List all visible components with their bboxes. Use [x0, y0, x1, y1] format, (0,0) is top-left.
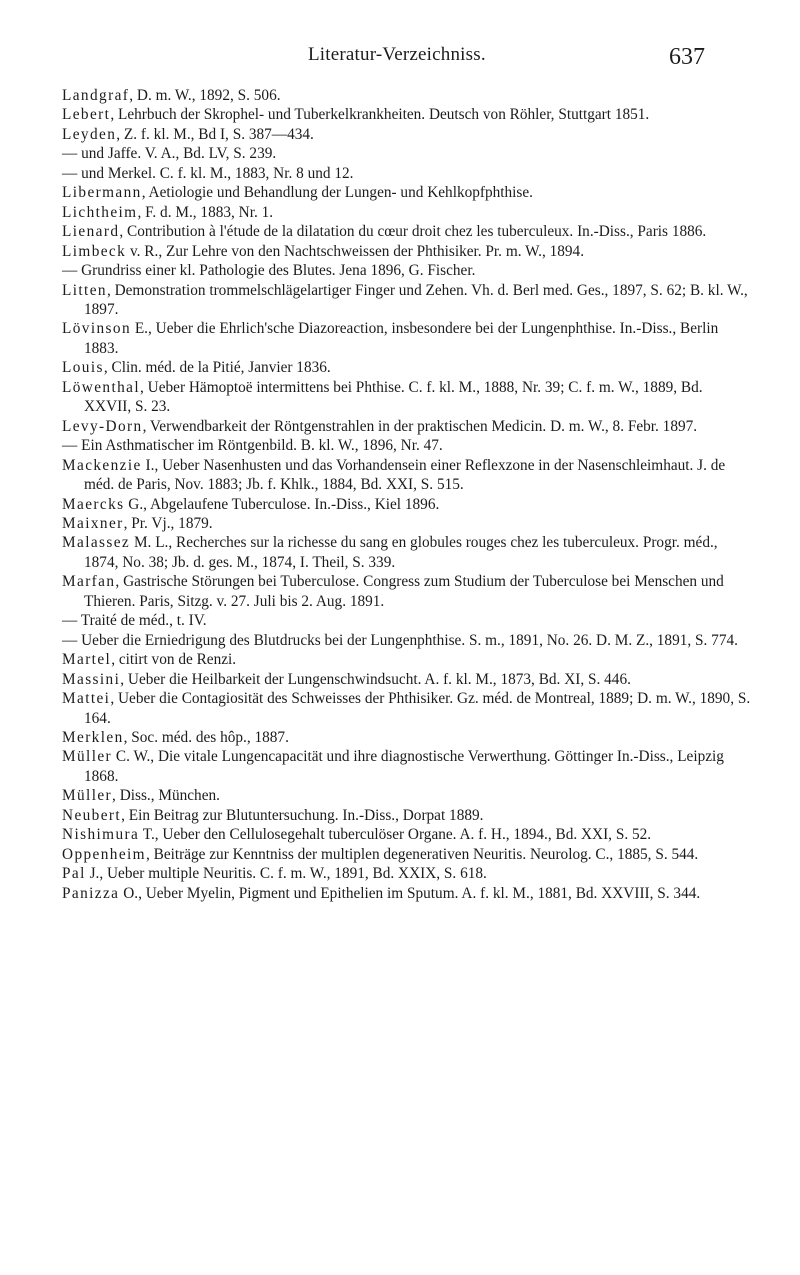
- entry-text: , Verwendbarkeit der Röntgenstrahlen in der praktischen Medicin. D. m. W., 8. Febr. 1897.: [142, 417, 698, 435]
- bibliography-entry: [62, 495, 752, 514]
- entry-text: , F. d. M., 1883, Nr. 1.: [137, 203, 274, 221]
- bibliography-entry: [62, 183, 752, 202]
- bibliography-entry: [62, 125, 752, 144]
- bibliography-entry: [62, 105, 752, 124]
- bibliography-entry: [62, 144, 752, 163]
- entry-text: J., Ueber multiple Neuritis. C. f. m. W., 1891, Bd. XXIX, S. 618.: [85, 865, 487, 883]
- entry-author: Lebert: [62, 106, 111, 124]
- entry-text: , Demonstration trommelschlägelartiger Finger und Zehen. Vh. d. Berl med. Ges., 1897, S. 62; B. kl. W., 1897.: [84, 281, 748, 318]
- entry-author: Lienard: [62, 223, 120, 241]
- bibliography-entry: [62, 86, 752, 105]
- entry-author: Landgraf: [62, 87, 130, 104]
- entry-text: T., Ueber den Cellulosegehalt tuberculöser Organe. A. f. H., 1894., Bd. XXI, S. 52.: [139, 826, 652, 844]
- entry-author: Mackenzie: [62, 456, 142, 474]
- bibliography-entry: [62, 689, 752, 728]
- entry-text: G., Abgelaufene Tuberculose. In.-Diss., Kiel 1896.: [124, 495, 440, 513]
- entry-text: — und Jaffe. V. A., Bd. LV, S. 239.: [62, 145, 277, 163]
- bibliography-entry: [62, 806, 752, 825]
- bibliography-entry: [62, 572, 752, 611]
- entry-author: Marfan: [62, 573, 116, 591]
- bibliography-entry: [62, 222, 752, 241]
- entry-text: , Diss., München.: [112, 787, 220, 805]
- entry-text: v. R., Zur Lehre von den Nachtschweissen der Phthisiker. Pr. m. W., 1894.: [126, 242, 585, 260]
- entry-text: E., Ueber die Ehrlich'sche Diazoreaction, insbesondere bei der Lungenphthise. In.-Diss., Berlin 1883.: [84, 320, 719, 357]
- entry-text: — und Merkel. C. f. kl. M., 1883, Nr. 8 und 12.: [62, 164, 354, 182]
- entry-author: Malassez: [62, 534, 131, 552]
- entry-text: , Ein Beitrag zur Blutuntersuchung. In.-Diss., Dorpat 1889.: [121, 806, 484, 824]
- bibliography-entry: [62, 378, 752, 417]
- bibliography-entry: [62, 261, 752, 280]
- bibliography-entry: [62, 514, 752, 533]
- bibliography-entry: [62, 864, 752, 883]
- entry-author: Mattei: [62, 690, 111, 708]
- entry-text: , Aetiologie und Behandlung der Lungen- und Kehlkopfphthise.: [141, 184, 533, 202]
- bibliography-entry: [62, 670, 752, 689]
- bibliography-entry: [62, 417, 752, 436]
- entry-author: Massini: [62, 670, 121, 688]
- bibliography-entry: [62, 728, 752, 747]
- entry-text: , Ueber Hämoptoë intermittens bei Phthise. C. f. kl. M., 1888, Nr. 39; C. f. m. W., 1889, Bd. XXVII, S. 23.: [84, 378, 703, 416]
- bibliography-entry: [62, 436, 752, 455]
- bibliography-entry: [62, 203, 752, 222]
- running-title: Literatur-Verzeichniss.: [308, 44, 486, 65]
- entry-text: , Soc. méd. des hôp., 1887.: [123, 728, 289, 746]
- bibliography-entry: [62, 845, 752, 864]
- entry-text: C. W., Die vitale Lungencapacität und ihre diagnostische Verwerthung. Göttinger In.-Diss., Leipzig 1868.: [84, 748, 724, 785]
- bibliography-entry: [62, 884, 752, 903]
- entry-author: Litten: [62, 281, 107, 299]
- page-number: 637: [669, 44, 705, 70]
- entry-author: Limbeck: [62, 242, 127, 260]
- bibliography-entry: [62, 358, 752, 377]
- entry-text: , Clin. méd. de la Pitié, Janvier 1836.: [103, 359, 331, 377]
- entry-text: , Ueber die Contagiosität des Schweisses der Phthisiker. Gz. méd. de Montreal, 1889; D. m. W., 1890, S. 164.: [84, 690, 751, 727]
- entry-text: , Beiträge zur Kenntniss der multiplen degenerativen Neuritis. Neurolog. C., 1885, S. 544.: [145, 845, 699, 863]
- entry-author: Louis: [62, 359, 104, 377]
- entry-author: Müller: [62, 748, 113, 766]
- entry-author: Oppenheim: [62, 845, 146, 863]
- entry-text: — Ein Asthmatischer im Röntgenbild. B. kl. W., 1896, Nr. 47.: [62, 437, 443, 455]
- entry-author: Leyden: [62, 125, 117, 143]
- entry-author: Maercks: [62, 495, 125, 513]
- bibliography-entry: [62, 650, 752, 669]
- entry-author: Panizza: [62, 884, 120, 902]
- bibliography-entry: [62, 281, 752, 320]
- entry-text: , Z. f. kl. M., Bd I, S. 387—434.: [116, 125, 314, 143]
- entry-author: Löwenthal: [62, 378, 141, 396]
- entry-text: , D. m. W., 1892, S. 506.: [129, 87, 281, 104]
- bibliography-entry: [62, 319, 752, 358]
- entry-author: Levy-Dorn: [62, 417, 143, 435]
- entry-text: O., Ueber Myelin, Pigment und Epithelien im Sputum. A. f. kl. M., 1881, Bd. XXVIII, S. 344.: [119, 884, 701, 902]
- entry-text: , Gastrische Störungen bei Tuberculose. Congress zum Studium der Tuberculose bei Menschen und Thieren. Paris, Sitzg. v. 27. Juli bis 2. Aug. 1891.: [84, 573, 724, 610]
- bibliography-entry: [62, 747, 752, 786]
- entry-text: , Lehrbuch der Skrophel- und Tuberkelkrankheiten. Deutsch von Röhler, Stuttgart 1851.: [110, 106, 650, 124]
- entry-text: , Ueber die Heilbarkeit der Lungenschwindsucht. A. f. kl. M., 1873, Bd. XI, S. 446.: [120, 670, 631, 688]
- entry-text: — Traité de méd., t. IV.: [62, 612, 207, 630]
- entry-author: Pal: [62, 865, 86, 883]
- entry-author: Müller: [62, 787, 113, 805]
- entry-text: — Ueber die Erniedrigung des Blutdrucks bei der Lungenphthise. S. m., 1891, No. 26. D. M. Z., 1891, S. 774.: [62, 631, 738, 649]
- bibliography-entry: [62, 164, 752, 183]
- bibliography-entry: [62, 242, 752, 261]
- entry-text: , Contribution à l'étude de la dilatation du cœur droit chez les tuberculeux. In.-Diss., Paris 1886.: [119, 223, 707, 241]
- entry-text: I., Ueber Nasenhusten und das Vorhandensein einer Reflexzone in der Nasenschleimhaut. J. de méd. de Paris, Nov. 1883; Jb. f. Khlk., 1884, Bd. XXI, S. 515.: [84, 456, 726, 494]
- entry-author: Lövinson: [62, 320, 131, 338]
- entry-text: — Grundriss einer kl. Pathologie des Blutes. Jena 1896, G. Fischer.: [62, 262, 476, 280]
- entry-author: Lichtheim: [62, 203, 138, 221]
- entry-author: Merklen: [62, 728, 124, 746]
- bibliography-entry: [62, 631, 752, 650]
- bibliography-entry: [62, 533, 752, 572]
- entry-text: M. L., Recherches sur la richesse du sang en globules rouges chez les tuberculeux. Progr. méd., 1874, No. 38; Jb. d. ges. M., 1874, I. Theil, S. 339.: [84, 534, 718, 571]
- entry-text: , Pr. Vj., 1879.: [123, 514, 213, 532]
- entry-text: , citirt von de Renzi.: [111, 651, 237, 669]
- entry-author: Maixner: [62, 514, 124, 532]
- entry-author: Libermann: [62, 184, 142, 202]
- entry-author: Martel: [62, 651, 112, 669]
- bibliography-list: [62, 86, 752, 903]
- bibliography-entry: [62, 786, 752, 805]
- entry-author: Nishimura: [62, 826, 140, 844]
- bibliography-entry: [62, 456, 752, 495]
- bibliography-entry: [62, 825, 752, 844]
- running-header: [0, 44, 800, 74]
- entry-author: Neubert: [62, 806, 122, 824]
- bibliography-entry: [62, 611, 752, 630]
